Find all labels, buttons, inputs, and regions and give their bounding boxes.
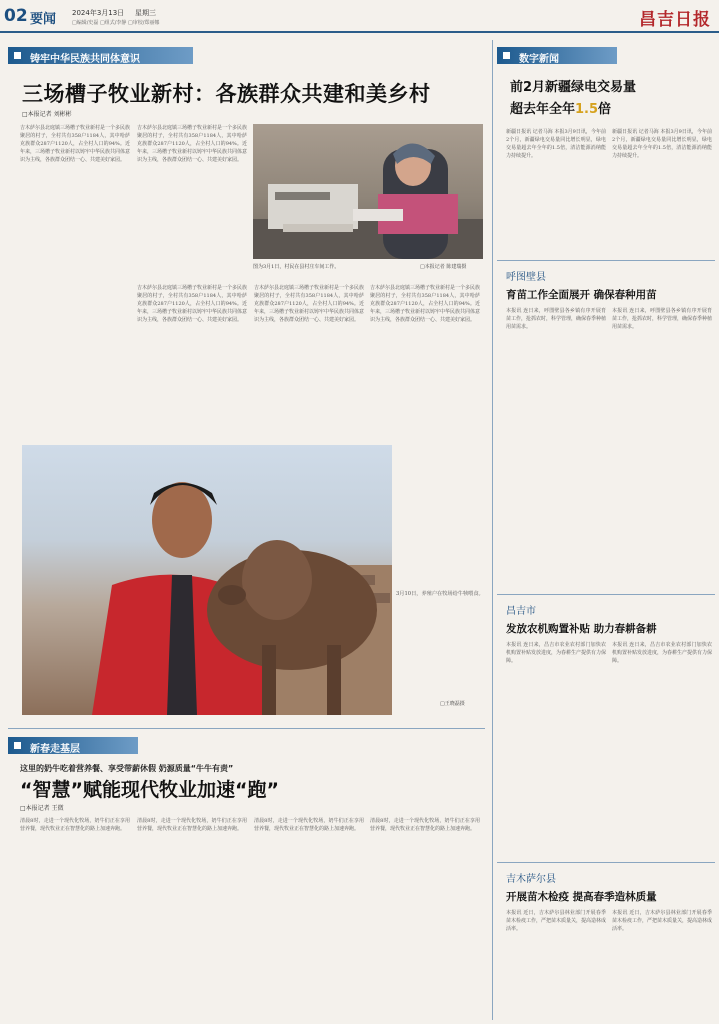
page-number: 02 — [4, 6, 28, 26]
column-separator — [492, 40, 493, 1020]
s1-headline: 育苗工作全面展开 确保春种用苗 — [506, 289, 657, 301]
lead-body-col4: 吉木萨尔县北庭镇三场槽子牧业新村是一个多民族聚居的村子，全村共有358户1184人，其中哈萨克族群众287户1120人，占全村人口的94%。近年来，三场槽子牧业新村以铸牢中华民族共同体意识为主线，各族群众团结一心、共建美好家园。 — [370, 285, 480, 323]
digital-headline-pre: 超去年全年 — [510, 102, 576, 117]
s1-body-col1: 本报讯 连日来，呼图壁县各乡镇有序开展育苗工作，抢抓农时，科学管理，确保春季种植用苗需求。 — [506, 308, 606, 330]
s2-place: 昌吉市 — [506, 606, 536, 617]
bottom-headline: “智慧”赋能现代牧业加速“跑” — [20, 779, 279, 801]
bottom-byline: □本报记者 王微 — [20, 805, 64, 812]
story-divider — [8, 728, 485, 729]
section-bar-digital-news: 数字新闻 — [497, 47, 617, 64]
editor-credits: □编辑/史磊 □组式/李静 □审校/郑丽娜 — [72, 20, 160, 26]
section-bar-ethnic-unity: 铸牢中华民族共同体意识 — [8, 47, 193, 64]
digital-headline-line2 — [510, 98, 611, 117]
header-rule — [0, 31, 719, 33]
digital-headline-line1: 前2月新疆绿电交易量 — [510, 80, 637, 95]
photo1-credit: □本报记者 陈建瑞摄 — [420, 264, 467, 270]
masthead-logo: 昌吉日报 — [639, 10, 711, 30]
bottom-kicker: 这里的奶牛吃着营养餐、享受带薪休假 奶源质量“牛牛有责” — [20, 764, 234, 773]
s3-headline: 开展苗木检疫 提高春季造林质量 — [506, 891, 657, 903]
s1-body-col2: 本报讯 连日来，呼图壁县各乡镇有序开展育苗工作，抢抓农时，科学管理，确保春季种植用苗需求。 — [612, 308, 712, 330]
photo1-caption: 图为3月1日，村民在县村庄车间工作。 — [253, 264, 340, 270]
right-divider-3 — [497, 862, 715, 863]
bottom-body-col2: 清晨8时，走进一个现代化牧场，奶牛们正在享用营养餐，现代牧业正在智慧化的路上加速奔跑。 — [137, 818, 247, 832]
photo2-caption: 3月10日，养殖户在牧场给牛犊喂食。 — [396, 591, 484, 597]
right-divider-1 — [497, 260, 715, 261]
digital-headline-post: 倍 — [598, 102, 612, 117]
lead-body-col2b: 吉木萨尔县北庭镇三场槽子牧业新村是一个多民族聚居的村子，全村共有358户1184人，其中哈萨克族群众287户1120人，占全村人口的94%。近年来，三场槽子牧业新村以铸牢中华民族共同体意识为主线，各族群众团结一心、共建美好家园。 — [137, 285, 247, 323]
bottom-body-col4: 清晨8时，走进一个现代化牧场，奶牛们正在享用营养餐，现代牧业正在智慧化的路上加速奔跑。 — [370, 818, 480, 832]
photo2-credit: □王晓磊摄 — [440, 701, 465, 707]
digital-body-col2: 新疆日报讯 记者马海 本报3月9日讯，今年前2个月，新疆绿电交易量同比增长明显，绿电交易量超去年全年的1.5倍，清洁能源消纳能力持续提升。 — [612, 129, 712, 159]
photo-man-with-calf — [22, 445, 392, 715]
lead-body-col1: 吉木萨尔县北庭镇三场槽子牧业新村是一个多民族聚居的村子，全村共有358户1184人，其中哈萨克族群众287户1120人，占全村人口的94%。近年来，三场槽子牧业新村以铸牢中华民族共同体意识为主线，各族群众团结一心、共建美好家园。 — [20, 125, 130, 163]
lead-headline: 三场槽子牧业新村：各族群众共建和美乡村 — [22, 82, 431, 106]
bottom-body-col3: 清晨8时，走进一个现代化牧场，奶牛们正在享用营养餐，现代牧业正在智慧化的路上加速奔跑。 — [254, 818, 364, 832]
s1-place: 呼图壁县 — [506, 272, 546, 283]
issue-weekday: 星期三 — [135, 9, 156, 17]
s3-body-col2: 本报讯 近日，吉木萨尔县林业部门开展春季苗木检疫工作，严把苗木质量关，提高造林成活率。 — [612, 910, 712, 932]
section-bar-spring-visits: 新春走基层 — [8, 737, 138, 754]
lead-byline: □本报记者 刘彬彬 — [22, 111, 72, 118]
s2-body-col1: 本报讯 连日来，昌吉市农业农村部门加快农机购置补贴发放进度，为春耕生产提供有力保障。 — [506, 642, 606, 664]
lead-body-col3: 吉木萨尔县北庭镇三场槽子牧业新村是一个多民族聚居的村子，全村共有358户1184人，其中哈萨克族群众287户1120人，占全村人口的94%。近年来，三场槽子牧业新村以铸牢中华民族共同体意识为主线，各族群众团结一心、共建美好家园。 — [254, 285, 364, 323]
issue-date: 2024年3月13日 — [72, 9, 125, 17]
s3-place: 吉木萨尔县 — [506, 874, 556, 885]
digital-headline-number: 1.5 — [575, 102, 599, 117]
photo-sewing-workshop — [253, 124, 483, 259]
section-name: 要闻 — [30, 12, 57, 27]
s3-body-col1: 本报讯 近日，吉木萨尔县林业部门开展春季苗木检疫工作，严把苗木质量关，提高造林成活率。 — [506, 910, 606, 932]
s2-body-col2: 本报讯 连日来，昌吉市农业农村部门加快农机购置补贴发放进度，为春耕生产提供有力保障。 — [612, 642, 712, 664]
digital-body-col1: 新疆日报讯 记者马海 本报3月9日讯，今年前2个月，新疆绿电交易量同比增长明显，绿电交易量超去年全年的1.5倍，清洁能源消纳能力持续提升。 — [506, 129, 606, 159]
right-divider-2 — [497, 594, 715, 595]
s2-headline: 发放农机购置补贴 助力春耕备耕 — [506, 623, 657, 635]
bottom-body-col1: 清晨8时，走进一个现代化牧场，奶牛们正在享用营养餐，现代牧业正在智慧化的路上加速奔跑。 — [20, 818, 130, 832]
lead-body-col2: 吉木萨尔县北庭镇三场槽子牧业新村是一个多民族聚居的村子，全村共有358户1184人，其中哈萨克族群众287户1120人，占全村人口的94%。近年来，三场槽子牧业新村以铸牢中华民族共同体意识为主线，各族群众团结一心、共建美好家园。 — [137, 125, 247, 163]
